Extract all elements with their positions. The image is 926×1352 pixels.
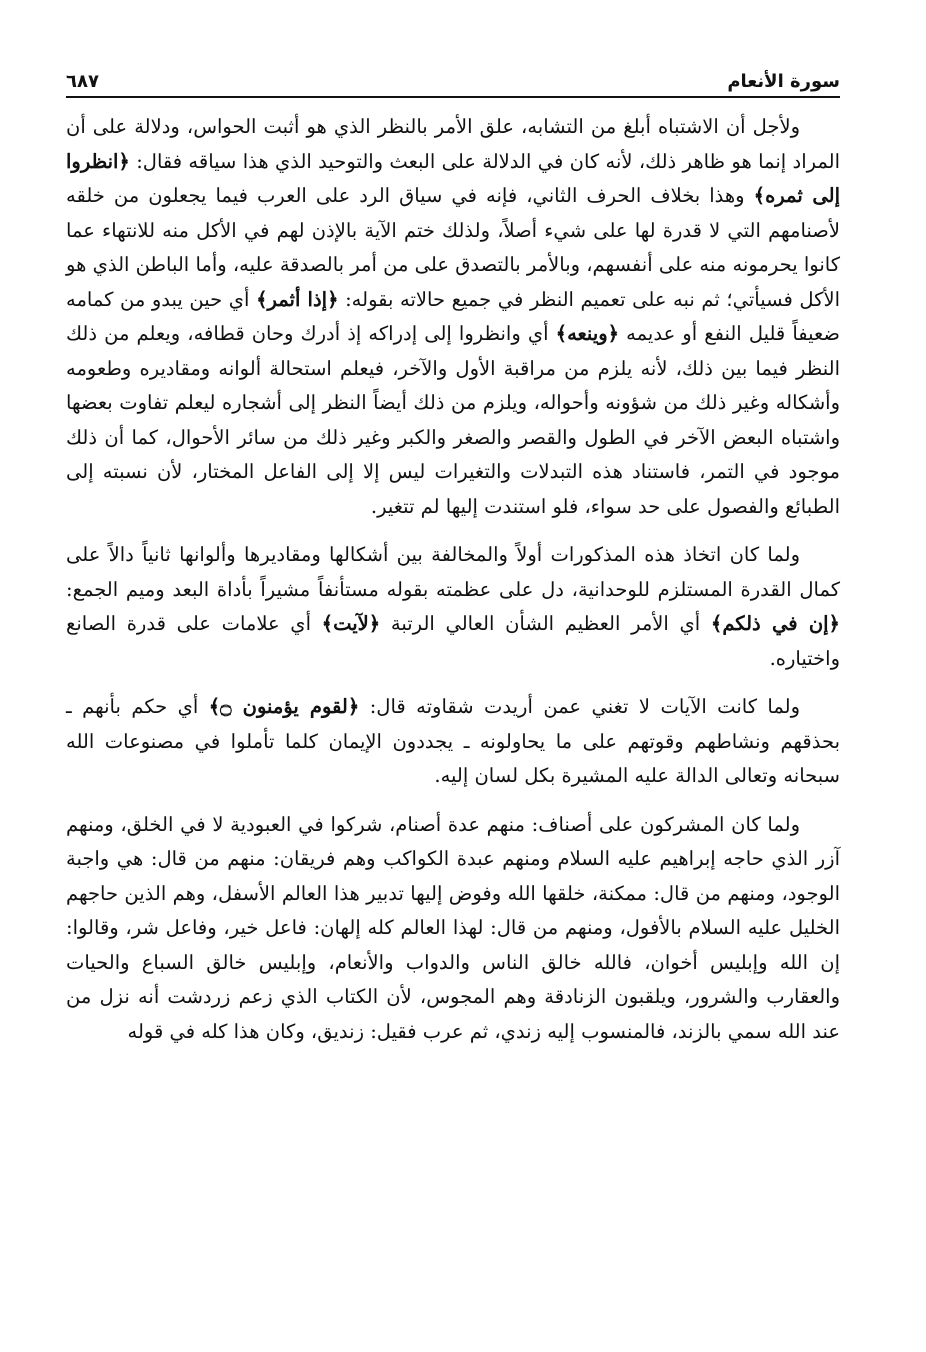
paragraph-text: ولما كانت الآيات لا تغني عمن أريدت شقاوته قال:: [359, 695, 800, 718]
paragraph-text: ولأجل أن الاشتباه أبلغ من التشابه، علق الأمر بالنظر الذي هو أثبت الحواس، ودلالة على أن المراد إنما هو ظاهر ذلك، لأنه كان في الدلالة على البعث والتوحيد الذي هذا سياقه فقال:: [66, 115, 840, 173]
paragraph-3: [66, 690, 840, 794]
page-number: ٦٨٧: [66, 71, 99, 92]
paragraph-text: ولما كان اتخاذ هذه المذكورات أولاً والمخالفة بين أشكالها ومقاديرها وألوانها ثانياً دالاً على كمال القدرة المستلزم للوحدانية، دل على عظمته بقوله مستأنفاً مشيراً بأداة البعد وميم الجمع:: [66, 543, 840, 601]
header-rule: [66, 96, 840, 98]
paragraph-1: [66, 110, 840, 524]
quran-quote: ﴿وينعه﴾: [555, 322, 620, 345]
paragraph-text: أي الأمر العظيم الشأن العالي الرتبة: [380, 612, 711, 635]
paragraph-text: أي علامات على قدرة الصانع واختياره.: [66, 612, 840, 670]
paragraph-text: أي وانظروا إلى إدراكه إذ أدرك وحان قطافه، ويعلم من ذلك النظر فيما بين ذلك، لأنه يلزم من مراقبة الأول والآخر، فيعلم استحالة ألوانه ومقاديره وطعومه وأشكاله وغير ذلك من شؤونه وأحواله، ويلزم من ذلك أيضاً النظر إلى أشجاره ليعلم تفاوت بعضها واشتباه البعض الآخر في الطول والقصر والصغر والكبر وغير ذلك من سائر الأحوال، كما أن ذلك موجود في التمر، فاستناد هذه التبدلات والتغيرات ليس إلا إلى الفاعل المختار، لأن نسبته إلى الطبائع والفصول على حد سواء، فلو استندت إليها لم تتغير.: [66, 322, 840, 518]
book-page: [66, 58, 840, 1063]
paragraph-text: أي حكم بأنهم ـ بحذقهم ونشاطهم وقوتهم على ما يحاولونه ـ يجددون الإيمان كلما تأملوا في مصنوعات الله سبحانه وتعالى الدالة عليه المشيرة بكل لسان إليه.: [66, 695, 840, 787]
surah-title: سورة الأنعام: [727, 71, 840, 92]
paragraph-text: وهذا بخلاف الحرف الثاني، فإنه في سياق الرد على العرب فيما يجعلون من خلقه لأصنامهم التي لا قدرة لها على شيء أصلاً، ولذلك ختم الآية بالإذن لهم في الأكل منه للانتهاء عما كانوا يحرمونه منه على أنفسهم، وبالأمر بالتصدق على من أمر بالصدقة عليه، وأما الباطن الذي هو الأكل فسيأتي؛ ثم نبه على تعميم النظر في جميع حالاته بقوله:: [66, 184, 840, 311]
paragraph-4: [66, 808, 840, 1050]
page-header: [66, 58, 840, 96]
quran-quote: ﴿إذا أثمر﴾: [256, 287, 339, 311]
quran-quote: ﴿انظروا إلى ثمره﴾: [66, 149, 840, 207]
quran-quote: ﴿لآيت﴾: [321, 612, 381, 635]
paragraph-text: ولما كان المشركون على أصناف: منهم عدة أصنام، شركوا في العبودية لا في الخلق، ومنهم آزر الذي حاجه إبراهيم عليه السلام ومنهم عبدة الكواكب وهم فريقان: منهم من قال: هي واجبة الوجود، ومنهم من قال: ممكنة، خلقها الله وفوض إليها تدبير هذا العالم الأسفل، وهم الذين حاجهم الخليل عليه السلام بالأفول، ومنهم من قال: لهذا العالم كله إلهان: فاعل خير، وفاعل شر، وقالوا: إن الله وإبليس أخوان، فالله خالق الناس والدواب والأنعام، وإبليس خالق السباع والحيات والعقارب والشرور، ويلقبون الزنادقة وهم المجوس، لأن الكتاب الذي زعم زردشت أنه نزل من عند الله سمي بالزند، فالمنسوب إليه زندي، ثم عرب فقيل: زنديق، وكان هذا كله في قوله: [66, 812, 840, 1043]
paragraph-2: [66, 538, 840, 676]
quran-quote: ﴿إن في ذلكم﴾: [710, 612, 840, 635]
quran-quote: ﴿لقوم يؤمنون ۝﴾: [208, 695, 360, 718]
paragraph-text: أي حين يبدو من كمامه ضعيفاً قليل النفع أو عديمه: [66, 287, 840, 345]
